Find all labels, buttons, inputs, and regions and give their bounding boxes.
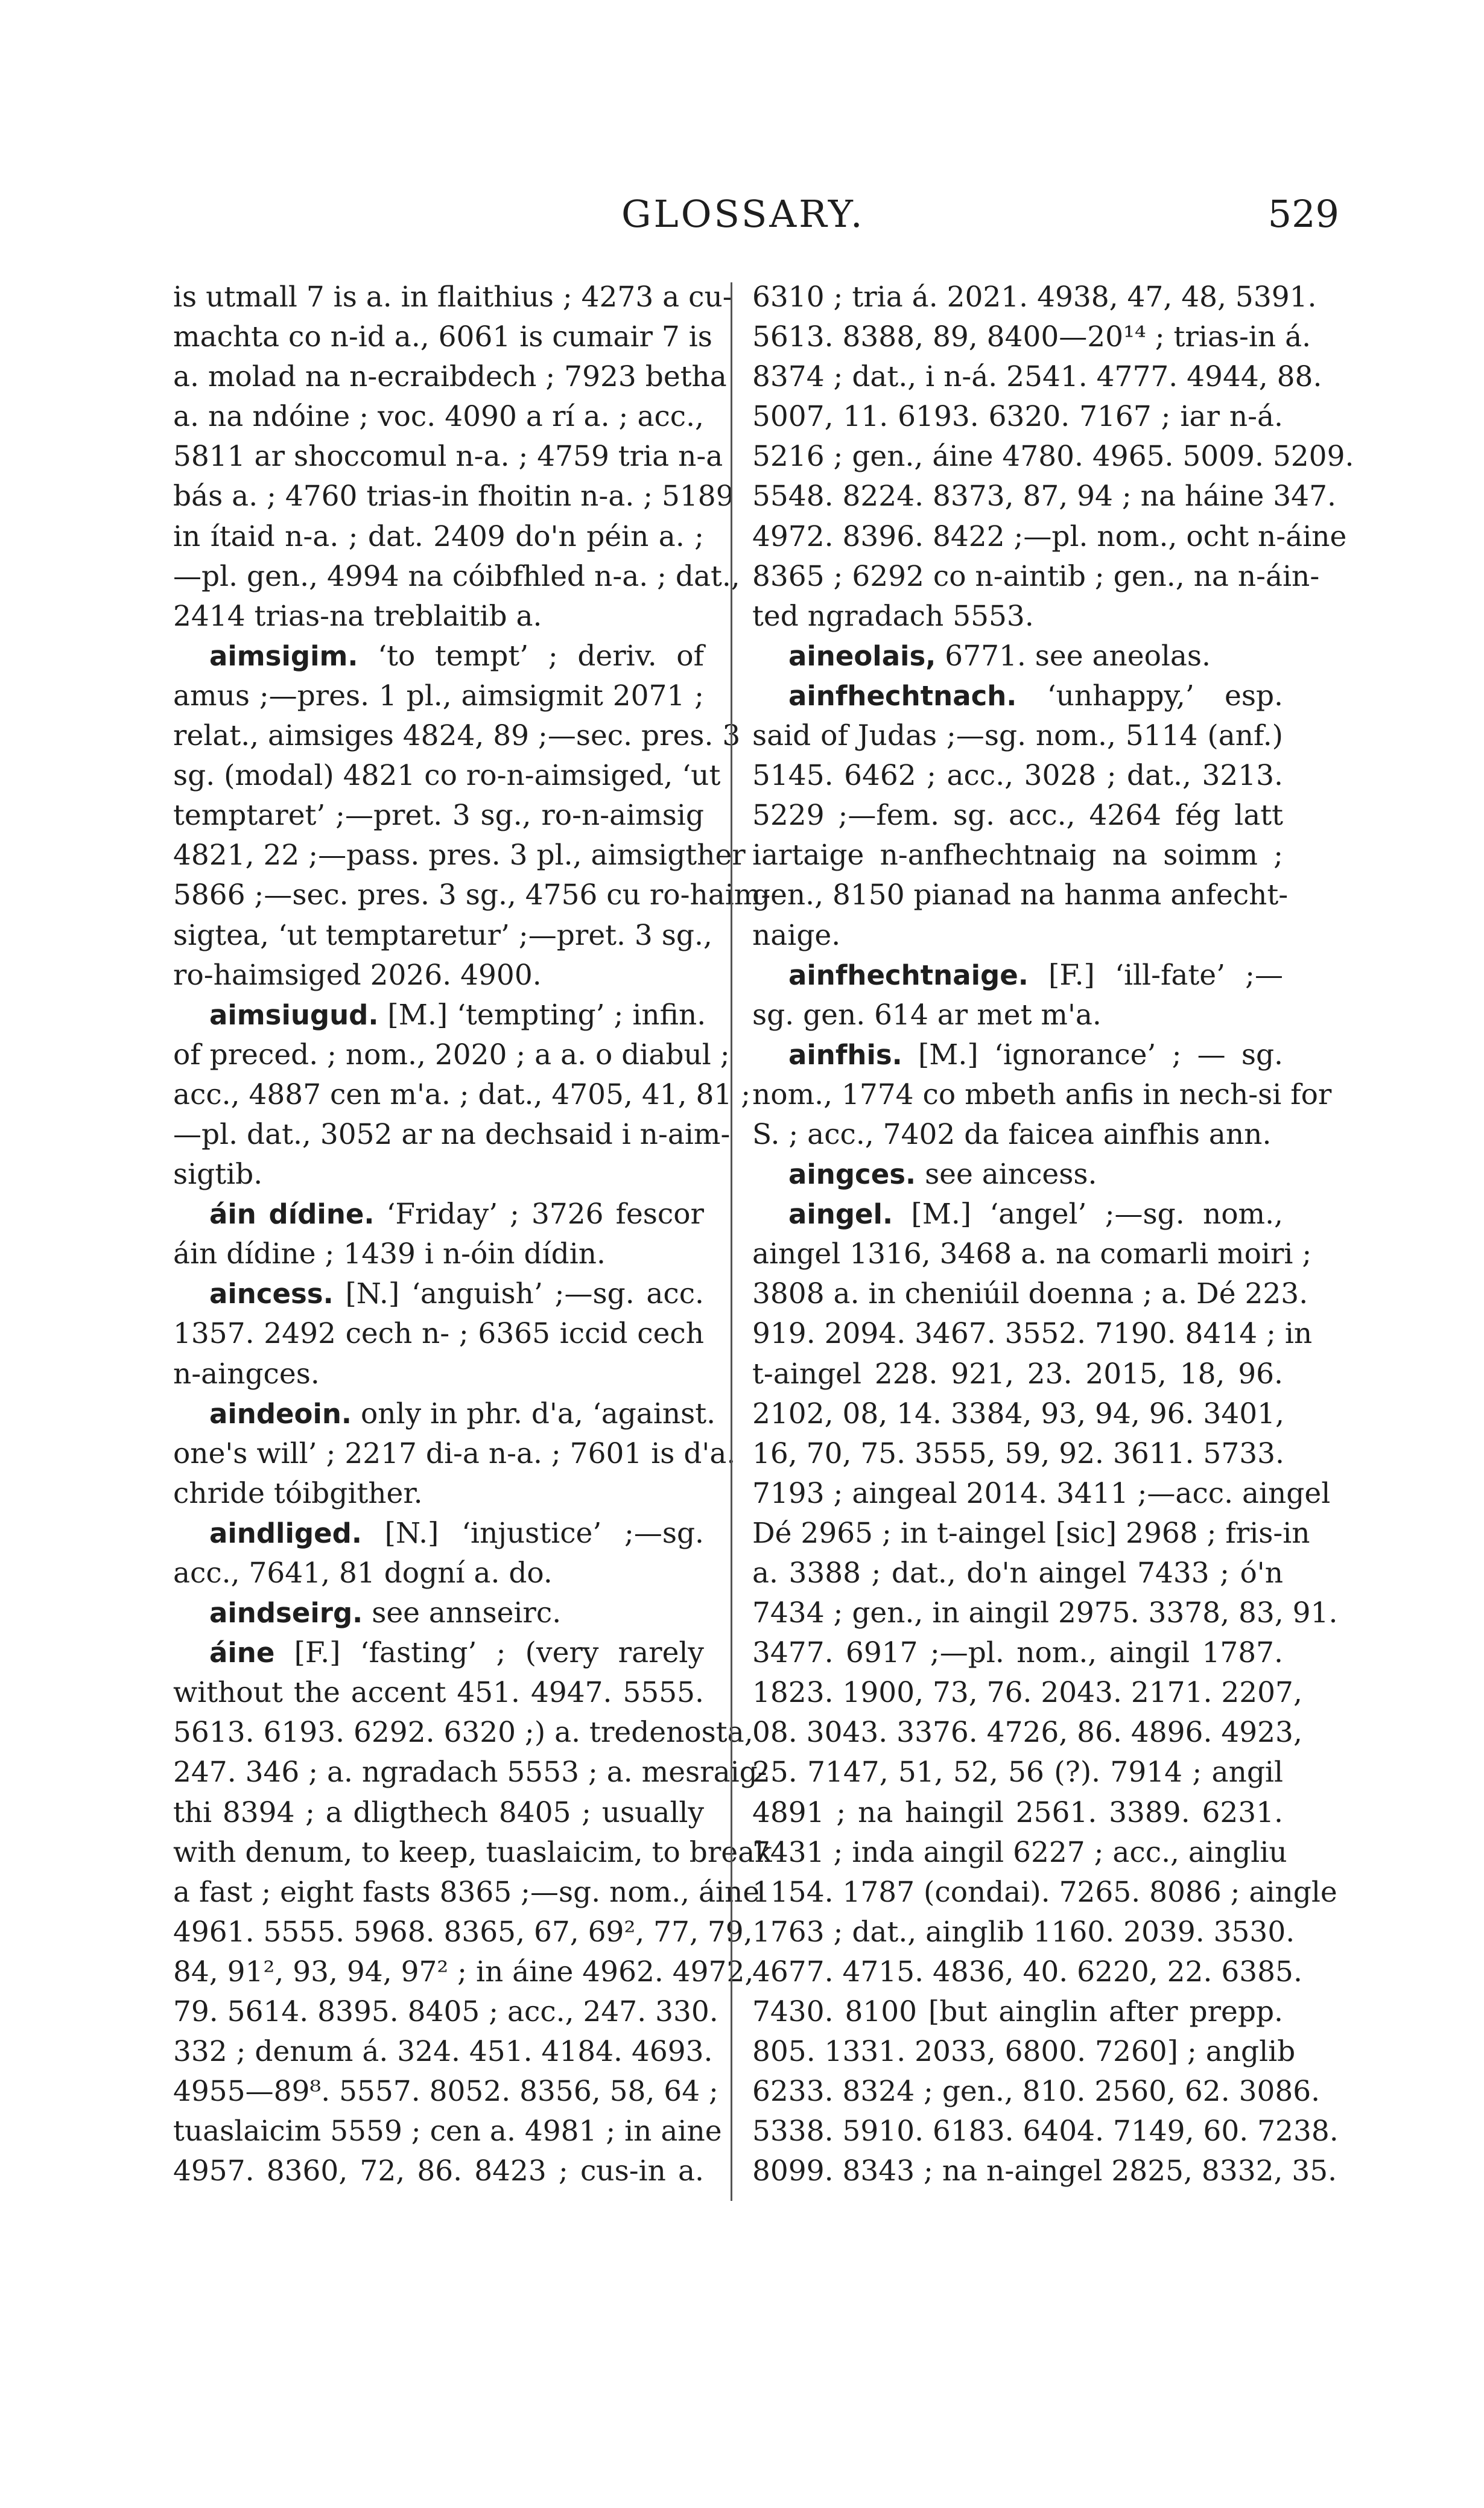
right-column [752, 278, 1354, 2192]
line-text: of preced. ; nom., 2020 ; a a. o diabul ; [173, 1038, 730, 1071]
line-text: 5216 ; gen., áine 4780. 4965. 5009. 5209. [752, 440, 1354, 474]
line-text: nom., 1774 co mbeth anfis in nech-si for [752, 1078, 1332, 1111]
line-text: [M.] ‘tempting’ ; infin. [378, 998, 706, 1032]
headword: ainfhechtnach. [788, 679, 1017, 712]
text-line [752, 317, 1311, 357]
line-text: tuaslaicim 5559 ; cen a. 4981 ; in aine [173, 2115, 722, 2148]
text-line [173, 2112, 722, 2151]
headword: aindliged. [209, 1517, 362, 1549]
line-text: sg. gen. 614 ar met m'a. [752, 998, 1102, 1032]
headword: ainfhechtnaige. [788, 959, 1029, 991]
text-line [173, 956, 704, 995]
line-text: a. molad na n-ecraibdech ; 7923 betha [173, 360, 727, 394]
entry-line [752, 1035, 1283, 1075]
text-line [752, 1593, 1338, 1633]
text-line [173, 2072, 718, 2112]
line-text: 16, 70, 75. 3555, 59, 92. 3611. 5733. [752, 1437, 1284, 1470]
text-line [752, 1873, 1337, 1913]
entry-line [752, 1195, 1283, 1234]
text-line [752, 2032, 1296, 2072]
text-line [752, 1314, 1313, 1354]
line-text: 5613. 6193. 6292. 6320 ;) a. tredenosta, [173, 1716, 753, 1750]
line-text: 2414 trias-na treblaitib a. [173, 599, 542, 633]
text-line [752, 1753, 1283, 1792]
text-line [173, 397, 704, 437]
text-line [752, 1713, 1302, 1753]
line-text: only in phr. d'a, ‘against. [352, 1397, 716, 1430]
text-line [173, 2032, 713, 2072]
line-text: aingel 1316, 3468 a. na comarli moiri ; [752, 1237, 1312, 1271]
line-text: 8374 ; dat., i n-á. 2541. 4777. 4944, 88. [752, 360, 1322, 394]
text-line [752, 1554, 1283, 1593]
text-line [752, 1234, 1312, 1274]
line-text: 84, 91², 93, 94, 97² ; in áine 4962. 4972, [173, 1955, 754, 1989]
line-text: 8099. 8343 ; na n-aingel 2825, 8332, 35. [752, 2154, 1337, 2188]
entry-line [173, 1593, 704, 1633]
line-text: chride tóibgither. [173, 1476, 423, 1510]
text-line [752, 1354, 1283, 1394]
line-text: sigtea, ‘ut temptaretur’ ;—pret. 3 sg., [173, 918, 712, 952]
text-line [173, 2151, 704, 2191]
text-line [752, 916, 1283, 956]
text-line [173, 437, 723, 477]
headword: aindeoin. [209, 1397, 352, 1430]
headword: aingel. [788, 1198, 893, 1231]
line-text: one's will’ ; 2217 di-a n-a. ; 7601 is d'a. [173, 1437, 736, 1470]
line-text: 6771. see aneolas. [936, 639, 1211, 673]
line-text: 79. 5614. 8395. 8405 ; acc., 247. 330. [173, 1995, 718, 2029]
text-line [173, 676, 704, 716]
line-text: sigtib. [173, 1158, 263, 1192]
entry-line [752, 956, 1283, 995]
text-line [752, 756, 1283, 796]
line-text: 6310 ; tria á. 2021. 4938, 47, 48, 5391. [752, 281, 1317, 314]
text-line [752, 357, 1322, 397]
text-line [173, 1753, 767, 1792]
line-text: ro-haimsiged 2026. 4900. [173, 958, 542, 992]
text-line [173, 916, 712, 956]
line-text: 5811 ar shoccomul n-a. ; 4759 tria n-a [173, 440, 723, 474]
text-line [173, 796, 704, 836]
text-line [173, 716, 741, 756]
text-line [173, 278, 732, 317]
line-text: Dé 2965 ; in t-aingel [sic] 2968 ; fris-in [752, 1516, 1310, 1550]
line-text: naige. [752, 918, 841, 952]
line-text: 7193 ; aingeal 2014. 3411 ;—acc. aingel [752, 1476, 1331, 1510]
line-text: 1357. 2492 cech n- ; 6365 iccid cech [173, 1317, 704, 1351]
line-text: with denum, to keep, tuaslaicim, to break [173, 1835, 772, 1869]
line-text: a fast ; eight fasts 8365 ;—sg. nom., áine [173, 1875, 760, 1909]
line-text: machta co n-id a., 6061 is cumair 7 is [173, 320, 712, 354]
line-text: see aincess. [916, 1158, 1097, 1192]
line-text: ‘to tempt’ ; deriv. of [358, 639, 704, 673]
line-text: 4821, 22 ;—pass. pres. 3 pl., aimsigther [173, 839, 746, 872]
line-text: ‘Friday’ ; 3726 fescor [374, 1198, 704, 1231]
line-text: t-aingel 228. 921, 23. 2015, 18, 96. [752, 1357, 1283, 1391]
text-line [173, 1793, 704, 1833]
headword: aimsigim. [209, 640, 358, 672]
line-text: —pl. gen., 4994 na cóibfhled n-a. ; dat., [173, 559, 740, 593]
text-line [173, 1713, 753, 1753]
line-text: [M.] ‘ignorance’ ; — sg. [902, 1038, 1283, 1071]
text-line [752, 1115, 1283, 1155]
text-line [752, 2072, 1321, 2112]
text-line [752, 1913, 1295, 1952]
entry-line [173, 1195, 704, 1234]
text-line [173, 1992, 718, 2032]
text-line [173, 317, 712, 357]
entry-line [173, 995, 704, 1035]
text-line [173, 1833, 772, 1873]
line-text: 3477. 6917 ;—pl. nom., aingil 1787. [752, 1636, 1283, 1670]
column-divider [731, 282, 732, 2201]
text-line [173, 836, 746, 875]
line-text: 5548. 8224. 8373, 87, 94 ; na háine 347. [752, 480, 1336, 513]
line-text: 5145. 6462 ; acc., 3028 ; dat., 3213. [752, 759, 1283, 793]
line-text: 7434 ; gen., in aingil 2975. 3378, 83, 91. [752, 1596, 1338, 1630]
line-text: 6233. 8324 ; gen., 810. 2560, 62. 3086. [752, 2075, 1321, 2109]
entry-line [173, 637, 704, 676]
line-text: —pl. dat., 3052 ar na dechsaid i n-aim- [173, 1117, 731, 1151]
text-line [752, 477, 1336, 516]
entry-line [752, 676, 1283, 716]
headword: ainfhis. [788, 1038, 902, 1071]
headword: áin dídine. [209, 1198, 375, 1231]
entry-line [173, 1274, 704, 1314]
entry-line [173, 1514, 704, 1554]
line-text: 7431 ; inda aingil 6227 ; acc., aingliu [752, 1835, 1287, 1869]
text-line [752, 278, 1317, 317]
text-line [752, 796, 1283, 836]
page-number: 529 [1267, 192, 1339, 236]
text-line [752, 1833, 1287, 1873]
line-text: sg. (modal) 4821 co ro-n-aimsiged, ‘ut [173, 759, 721, 793]
text-line [173, 1873, 760, 1913]
text-line [752, 1075, 1332, 1115]
line-text: 4955—89⁸. 5557. 8052. 8356, 58, 64 ; [173, 2075, 718, 2109]
entry-line [752, 637, 1283, 676]
line-text: 332 ; denum á. 324. 451. 4184. 4693. [173, 2035, 713, 2069]
left-column [173, 278, 772, 2192]
headword: áine [209, 1637, 275, 1669]
text-line [173, 1952, 754, 1992]
text-line [752, 557, 1320, 597]
text-line [173, 1075, 751, 1115]
text-line [173, 1354, 704, 1394]
text-line [752, 1793, 1283, 1833]
text-line [173, 557, 740, 597]
text-line [752, 1633, 1283, 1673]
line-text: [F.] ‘ill-fate’ ;— [1028, 958, 1283, 992]
running-head: GLOSSARY. [621, 192, 865, 236]
text-line [752, 875, 1289, 915]
line-text: 5338. 5910. 6183. 6404. 7149, 60. 7238. [752, 2115, 1339, 2148]
headword: aincess. [209, 1278, 334, 1310]
text-line [752, 1673, 1302, 1713]
text-line [752, 1274, 1308, 1314]
line-text: iartaige n-anfhechtnaig na soimm ; [752, 839, 1283, 872]
text-line [173, 875, 771, 915]
text-line [752, 437, 1354, 477]
headword: aindseirg. [209, 1597, 363, 1630]
line-text: 5007, 11. 6193. 6320. 7167 ; iar n-á. [752, 400, 1283, 434]
text-line [173, 1554, 704, 1593]
text-line [173, 1035, 730, 1075]
line-text: [N.] ‘anguish’ ;—sg. acc. [333, 1277, 704, 1311]
text-line [173, 517, 704, 557]
text-line [173, 357, 727, 397]
line-text: 4677. 4715. 4836, 40. 6220, 22. 6385. [752, 1955, 1302, 1989]
text-line [173, 597, 704, 637]
line-text: acc., 4887 cen m'a. ; dat., 4705, 41, 81 ; [173, 1078, 751, 1111]
line-text: [M.] ‘angel’ ;—sg. nom., [893, 1198, 1283, 1231]
text-line [173, 1314, 704, 1354]
line-text: 5866 ;—sec. pres. 3 sg., 4756 cu ro-haim- [173, 878, 771, 912]
text-line [173, 477, 734, 516]
line-text: 2102, 08, 14. 3384, 93, 94, 96. 3401, [752, 1397, 1284, 1430]
text-line [173, 1913, 753, 1952]
line-text: 919. 2094. 3467. 3552. 7190. 8414 ; in [752, 1317, 1313, 1351]
line-text: ted ngradach 5553. [752, 599, 1034, 633]
text-line [173, 1234, 704, 1274]
line-text: a. 3388 ; dat., do'n aingel 7433 ; ó'n [752, 1557, 1283, 1590]
line-text: see annseirc. [363, 1596, 562, 1630]
entry-line [173, 1394, 716, 1434]
text-line [173, 1115, 731, 1155]
line-text: amus ;—pres. 1 pl., aimsigmit 2071 ; [173, 679, 704, 713]
line-text: 3808 a. in cheniúil doenna ; a. Dé 223. [752, 1277, 1308, 1311]
text-line [173, 1474, 704, 1514]
text-line [752, 1514, 1310, 1554]
line-text: in ítaid n-a. ; dat. 2409 do'n péin a. ; [173, 519, 704, 553]
line-text: bás a. ; 4760 trias-in fhoitin n-a. ; 5189 [173, 480, 734, 513]
line-text: gen., 8150 pianad na hanma anfecht- [752, 878, 1289, 912]
line-text: 805. 1331. 2033, 6800. 7260] ; anglib [752, 2035, 1296, 2069]
text-line [752, 397, 1283, 437]
entry-line [752, 1155, 1283, 1195]
line-text: a. na ndóine ; voc. 4090 a rí a. ; acc., [173, 400, 704, 434]
line-text: áin dídine ; 1439 i n-óin dídin. [173, 1237, 606, 1271]
text-line [752, 1474, 1331, 1514]
line-text: 5229 ;—fem. sg. acc., 4264 fég latt [752, 799, 1283, 833]
line-text: S. ; acc., 7402 da faicea ainfhis ann. [752, 1117, 1272, 1151]
line-text: is utmall 7 is a. in flaithius ; 4273 a cu- [173, 281, 732, 314]
text-line [752, 2151, 1337, 2191]
entry-line [173, 1633, 704, 1673]
headword: aimsiugud. [209, 998, 379, 1031]
headword: aingces. [788, 1158, 916, 1191]
line-text: n-aingces. [173, 1357, 320, 1391]
line-text: 4972. 8396. 8422 ;—pl. nom., ocht n-áine [752, 519, 1347, 553]
text-line [752, 836, 1283, 875]
line-text: relat., aimsiges 4824, 89 ;—sec. pres. 3 [173, 719, 741, 753]
text-line [173, 1673, 704, 1713]
text-line [752, 1952, 1302, 1992]
text-line [752, 716, 1283, 756]
line-text: ‘unhappy,’ esp. [1016, 679, 1283, 713]
text-line [173, 1155, 704, 1195]
line-text: 08. 3043. 3376. 4726, 86. 4896. 4923, [752, 1716, 1302, 1750]
text-line [173, 1434, 736, 1474]
line-text: 1823. 1900, 73, 76. 2043. 2171. 2207, [752, 1676, 1302, 1710]
line-text: 4961. 5555. 5968. 8365, 67, 69², 77, 79, [173, 1915, 753, 1949]
line-text: without the accent 451. 4947. 5555. [173, 1676, 704, 1710]
text-line [173, 756, 721, 796]
line-text: 4957. 8360, 72, 86. 8423 ; cus-in a. [173, 2154, 704, 2188]
line-text: 7430. 8100 [but ainglin after prepp. [752, 1995, 1283, 2029]
text-line [752, 995, 1283, 1035]
text-line [752, 1394, 1283, 1434]
line-text: 247. 346 ; a. ngradach 5553 ; a. mesraig- [173, 1756, 767, 1789]
line-text: acc., 7641, 81 dogní a. do. [173, 1557, 553, 1590]
text-line [752, 1992, 1283, 2032]
line-text: thi 8394 ; a dligthech 8405 ; usually [173, 1795, 704, 1829]
line-text: [F.] ‘fasting’ ; (very rarely [274, 1636, 704, 1670]
line-text: 1763 ; dat., ainglib 1160. 2039. 3530. [752, 1915, 1295, 1949]
text-line [752, 1434, 1283, 1474]
line-text: 4891 ; na haingil 2561. 3389. 6231. [752, 1795, 1283, 1829]
line-text: 8365 ; 6292 co n-aintib ; gen., na n-áin- [752, 559, 1320, 593]
line-text: said of Judas ;—sg. nom., 5114 (anf.) [752, 719, 1283, 753]
line-text: 5613. 8388, 89, 8400—20¹⁴ ; trias-in á. [752, 320, 1311, 354]
line-text: 25. 7147, 51, 52, 56 (?). 7914 ; angil [752, 1756, 1283, 1789]
text-line [752, 597, 1283, 637]
line-text: [N.] ‘injustice’ ;—sg. [361, 1516, 704, 1550]
headword: aineolais, [788, 640, 936, 672]
line-text: 1154. 1787 (condai). 7265. 8086 ; aingle [752, 1875, 1337, 1909]
text-line [752, 517, 1347, 557]
line-text: temptaret’ ;—pret. 3 sg., ro-n-aimsig [173, 799, 704, 833]
text-line [752, 2112, 1339, 2151]
